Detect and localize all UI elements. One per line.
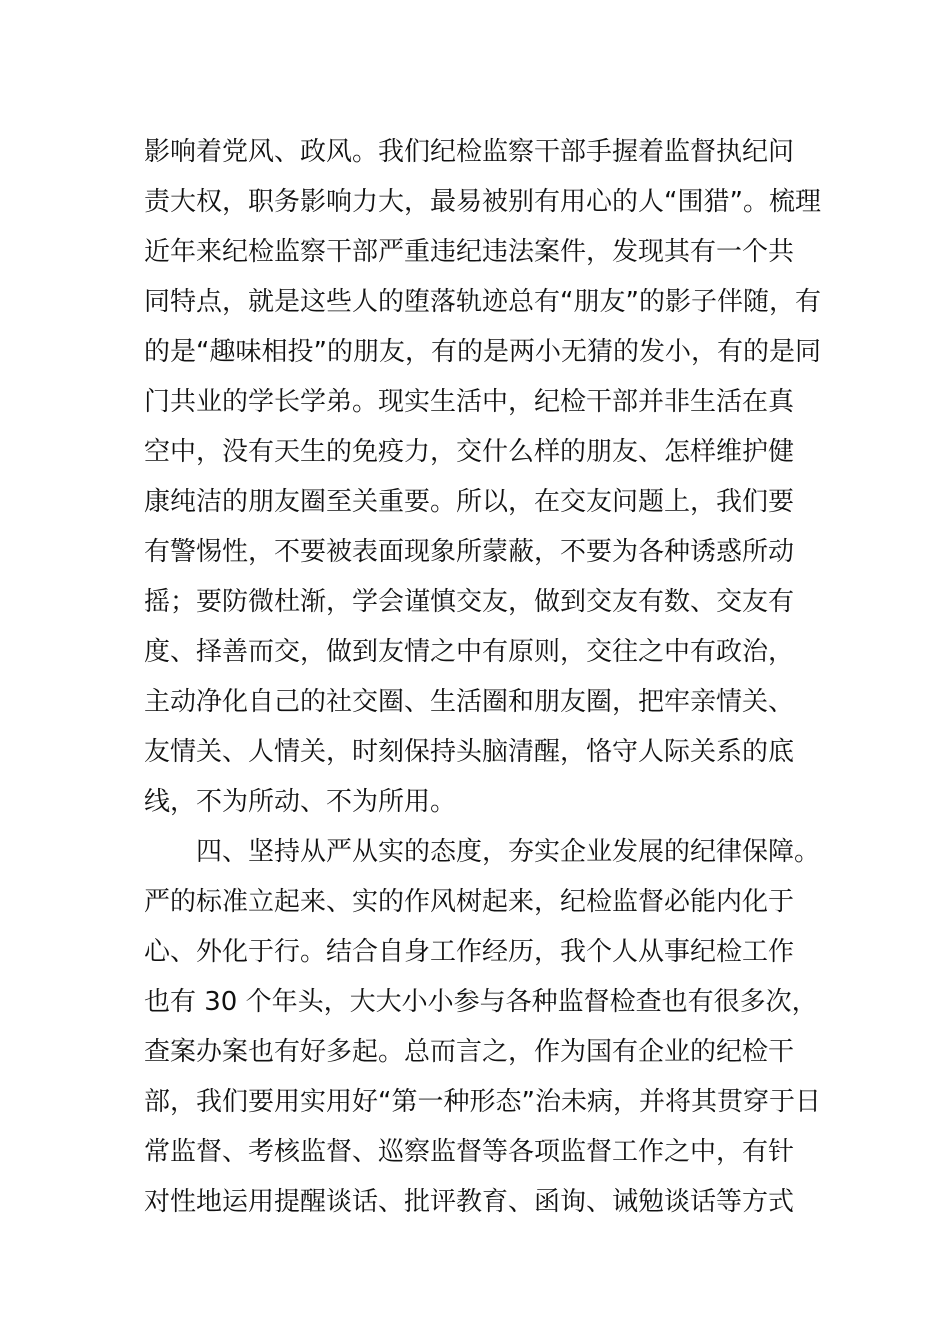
text-line: 友情关、人情关，时刻保持头脑清醒，恪守人际关系的底 — [144, 737, 795, 767]
text-line: 同特点，就是这些人的堕落轨迹总有“朋友”的影子伴随，有 — [144, 287, 821, 317]
text-line: 门共业的学长学弟。现实生活中，纪检干部并非生活在真 — [144, 387, 795, 417]
text-line: 责大权，职务影响力大，最易被别有用心的人“围猎”。梳理 — [144, 187, 821, 217]
text-line: 主动净化自己的社交圈、生活圈和朋友圈，把牢亲情关、 — [144, 687, 795, 717]
text-line: 心、外化于行。结合自身工作经历，我个人从事纪检工作 — [144, 937, 795, 967]
text-line: 部，我们要用实用好“第一种形态”治未病，并将其贯穿于日 — [144, 1087, 821, 1117]
text-line: 有警惕性，不要被表面现象所蒙蔽，不要为各种诱惑所动 — [144, 537, 795, 567]
text-line: 度、择善而交，做到友情之中有原则，交往之中有政治， — [144, 637, 795, 667]
text-line: 严的标准立起来、实的作风树起来，纪检监督必能内化于 — [144, 887, 795, 917]
document-body — [144, 127, 824, 1227]
text-line: 线，不为所动、不为所用。 — [144, 787, 457, 817]
text-line: 对性地运用提醒谈话、批评教育、函询、诫勉谈话等方式 — [144, 1187, 795, 1217]
text-line: 影响着党风、政风。我们纪检监察干部手握着监督执纪问 — [144, 137, 795, 167]
text-line: 康纯洁的朋友圈至关重要。所以，在交友问题上，我们要 — [144, 487, 795, 517]
text-line: 摇；要防微杜渐，学会谨慎交友，做到交友有数、交友有 — [144, 587, 795, 617]
text-line: 的是“趣味相投”的朋友，有的是两小无猜的发小，有的是同 — [144, 337, 821, 367]
text-line: 近年来纪检监察干部严重违纪违法案件，发现其有一个共 — [144, 237, 795, 267]
text-line: 常监督、考核监督、巡察监督等各项监督工作之中，有针 — [144, 1137, 795, 1167]
section-heading-line: 四、坚持从严从实的态度，夯实企业发展的纪律保障。 — [196, 837, 821, 867]
text-line: 空中，没有天生的免疫力，交什么样的朋友、怎样维护健 — [144, 437, 795, 467]
text-line: 查案办案也有好多起。总而言之，作为国有企业的纪检干 — [144, 1037, 795, 1067]
text-line: 也有 30 个年头，大大小小参与各种监督检查也有很多次， — [144, 987, 818, 1017]
